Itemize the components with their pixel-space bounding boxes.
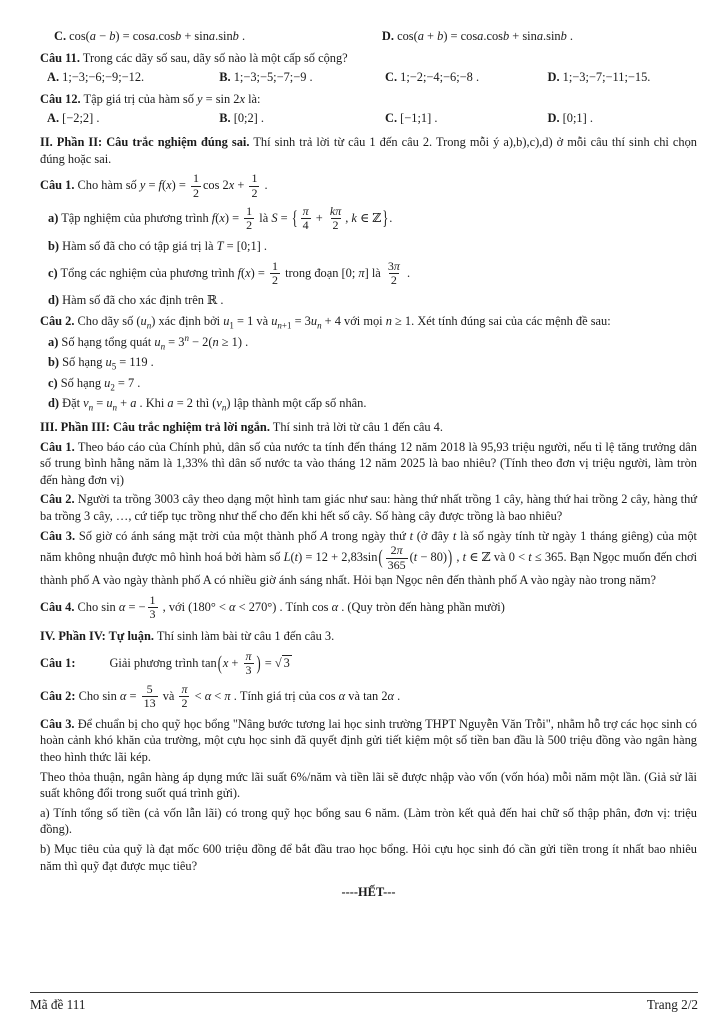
stretched-delimiter: ) — [256, 651, 261, 675]
math-run: cos α — [319, 688, 346, 703]
statement-item — [40, 238, 697, 255]
statement-item — [40, 354, 697, 371]
math-run: cos 2x + — [202, 177, 248, 192]
math-run: $(v_n)$ — [212, 396, 231, 413]
text-run: Số hạng — [57, 375, 105, 390]
text-run: . — [147, 355, 154, 370]
text-run: . Tính giá trị của — [230, 688, 320, 703]
text-run: . — [242, 334, 249, 349]
answer-option — [219, 110, 385, 127]
text-run: . Bạn Ngọc muốn đến chơi thành phố A vào ngày thành phố A có nhiều giờ ánh sáng nhất. Hỏi bạn Ngọc nên đến thành phố A vào ngày nào trong năm? — [40, 549, 698, 587]
fraction: $\frac{\pi}{3}$ — [245, 649, 252, 678]
stretched-delimiter: } — [382, 206, 389, 230]
fraction: $\frac{1}{3}$ — [149, 592, 156, 621]
text-run: . — [586, 111, 593, 126]
question — [40, 528, 697, 589]
fraction: $\frac{\pi}{2}$ — [181, 681, 188, 711]
text-run: Thí sinh trả lời từ câu 1 đến câu 4. — [269, 419, 443, 434]
math-run: T = [0;1] — [216, 238, 261, 253]
text-run: Tổng các nghiệm của phương trình — [57, 265, 238, 280]
text-run: b) Mục tiêu của quỹ là đạt mốc 600 triệu đồng để bắt đầu trao học bổng. Hỏi cựu học sinh đó cần gửi tiền trong ít nhất bao nhiêu năm thì quỹ đạt được mục tiêu? — [40, 841, 697, 873]
math-run: 1;−2;−4;−6;−8 — [397, 70, 473, 85]
question — [40, 716, 697, 766]
text-run: và — [253, 313, 272, 328]
math-run: [−2;2] — [59, 111, 94, 126]
text-run: là — [256, 210, 272, 225]
label-bold: IV. Phần IV: Tự luận. — [40, 629, 154, 644]
label-bold: Câu 2. — [40, 492, 75, 507]
text-run: và — [490, 549, 509, 564]
fraction: $\frac{k\pi}{2}$ — [329, 204, 342, 233]
part-header — [40, 134, 697, 167]
text-run: . Xét tính đúng sai của các mệnh đề sau: — [411, 313, 611, 328]
label-bold: D. — [547, 70, 560, 85]
text-run: là — [368, 265, 384, 280]
page-footer — [30, 992, 698, 1014]
fraction: $\frac{1}{2}$ — [192, 171, 199, 200]
paragraph — [40, 841, 697, 874]
text-run: lập thành một cấp số nhân. — [230, 396, 367, 411]
fraction: $\frac{\pi}{4}$ — [302, 204, 309, 233]
fraction: $\frac{3\pi}{2}$ — [387, 258, 400, 287]
label-bold: b) — [48, 355, 60, 370]
question — [40, 594, 697, 622]
text-run: . — [389, 210, 393, 225]
math-run: L(t) = 12 + 2,83sin — [283, 549, 378, 564]
fraction: $\frac{1}{2}$ — [271, 258, 278, 287]
label-bold: Câu 1. — [40, 439, 75, 454]
text-run: Thí sinh trả lời từ câu 1 đến câu 2. Trong mỗi ý a),b),c),d) ở mỗi câu thí sinh chỉ chọn đúng hoặc sai. — [40, 134, 697, 166]
text-run: và — [159, 688, 178, 703]
paragraph — [40, 805, 697, 838]
text-run: . Tính — [276, 599, 312, 614]
statement-item — [40, 292, 697, 309]
statement-item — [40, 260, 697, 288]
document-body — [40, 28, 697, 901]
label-bold: Câu 2. — [40, 313, 75, 328]
text-run: . Khi — [136, 396, 168, 411]
math-run: [0;2] — [230, 111, 258, 126]
part-header — [40, 628, 697, 645]
text-run: và — [345, 688, 364, 703]
math-run: n ≥ 1 — [385, 313, 412, 328]
math-run: tan 2α — [363, 688, 395, 703]
math-run: , k ∈ ℤ — [345, 210, 382, 225]
math-run: 1;−3;−5;−7;−9 — [230, 70, 307, 85]
math-run: x + — [222, 655, 242, 670]
math-run: A — [320, 528, 328, 543]
math-run: = — [261, 655, 275, 670]
math-run: $u_{n+1} = 3u_n + 4$ — [271, 313, 341, 331]
text-run: Cho hàm số — [74, 177, 140, 192]
text-run: Theo báo cáo của Chính phủ, dân số của nước ta tính đến tháng 12 năm 2018 là 95,93 triệu người, nếu tỉ lệ tăng trưởng dân số trung bình hằng năm là 1,33% thì dân số nước ta vào tháng 12 năm 2025 là bao nhiêu? (Tính theo đơn vị triệu người, làm tròn đến hàng đơn vị) — [40, 439, 697, 487]
label-bold: Câu 2: — [40, 688, 76, 703]
exam-code: Mã đề 111 — [30, 997, 86, 1013]
label-bold: C. — [54, 29, 67, 43]
text-run: Theo thỏa thuận, ngân hàng áp dụng mức lãi suất 6%/năm và tiền lãi sẽ được nhập vào vốn (vốn hóa) mỗi năm một lần. (Giả sử lãi suất không đổi trong suốt quá trình gửi). — [40, 769, 697, 801]
text-run: . — [394, 688, 401, 703]
math-run: [0; π] — [341, 265, 369, 280]
text-run: . — [260, 238, 268, 253]
text-run: . — [257, 111, 265, 126]
text-run: Tập nghiệm của phương trình — [58, 210, 212, 225]
label-bold: Câu 4. — [40, 599, 75, 614]
math-run: (t − 80) — [409, 549, 448, 564]
text-run: Cho — [75, 688, 103, 703]
statement-item — [40, 334, 697, 351]
label-bold: III. Phần III: Câu trắc nghiệm trả lời ngắn. — [40, 419, 270, 434]
math-run: [−1;1] — [397, 111, 432, 126]
end-marker — [40, 884, 697, 901]
question — [40, 91, 697, 108]
math-run: y = sin 2x — [197, 91, 245, 106]
math-run: S = — [271, 210, 291, 225]
text-run: trong ngày thứ — [327, 528, 410, 543]
text-run: Cho dãy số — [74, 313, 137, 328]
label-bold: Câu 1: — [40, 655, 76, 670]
label-bold: II. Phần II: Câu trắc nghiệm đúng sai. — [40, 134, 250, 149]
text-run: , với — [159, 599, 189, 614]
answer-option — [54, 28, 382, 45]
math-run: f(x) = — [237, 265, 268, 280]
math-run: f(x) = — [211, 210, 243, 225]
label-bold: d) — [48, 396, 60, 411]
answer-option — [385, 110, 548, 127]
paragraph — [40, 769, 697, 802]
stretched-delimiter: ) — [448, 545, 453, 569]
label-bold: Câu 11. — [40, 50, 80, 65]
math-run: $u_n = 3^n - 2(n \ge 1)$ — [154, 332, 242, 352]
math-run: $(u_n)$ — [136, 313, 156, 331]
label-bold: A. — [47, 70, 60, 85]
text-run: Hàm số đã cho xác định trên — [59, 293, 207, 308]
text-run: Tập giá trị của hàm số — [80, 91, 198, 106]
text-run: (ở đây — [413, 528, 453, 543]
math-run: $u_2 = 7$ — [104, 375, 135, 393]
sqrt-radical: √ 3 — [274, 655, 290, 670]
math-run: sin α = — [102, 688, 140, 703]
label-bold: a) — [48, 334, 59, 349]
label-bold: Câu 3. — [40, 716, 75, 731]
label-bold: d) — [48, 293, 60, 308]
text-run: . — [93, 111, 100, 126]
answer-option — [385, 69, 548, 86]
math-run: y = f(x) = — [139, 177, 189, 192]
math-run: < α < π — [191, 688, 231, 703]
stretched-delimiter: ( — [378, 545, 383, 569]
text-run: . — [306, 70, 313, 85]
answer-option — [219, 69, 385, 86]
math-run: + — [312, 210, 326, 225]
page-number: Trang 2/2 — [646, 997, 698, 1013]
math-run: t — [409, 528, 414, 543]
question — [40, 439, 697, 489]
fraction: $\frac{2\pi}{365}$ — [387, 543, 406, 572]
fraction: $\frac{1}{2}$ — [246, 204, 253, 233]
statement-item — [40, 395, 697, 412]
text-run: là: — [244, 91, 261, 106]
label-bold: B. — [219, 70, 231, 85]
answer-option — [548, 110, 698, 127]
math-run: , t ∈ ℤ — [453, 549, 491, 564]
text-run: a) Tính tổng số tiền (cả vốn lẫn lãi) có trong quỹ học bổng sau 6 năm. (Làm tròn kết quả đến hai chữ số thập phân, đơn vị: triệu đồng). — [40, 805, 697, 837]
math-run: sin α = − — [101, 599, 146, 614]
text-run: . — [472, 70, 480, 85]
answer-row — [40, 28, 697, 45]
text-run: . — [134, 375, 141, 390]
statement-item — [40, 205, 697, 233]
answer-option — [382, 28, 697, 45]
answer-option — [47, 110, 219, 127]
label-bold: Câu 3. — [40, 528, 76, 543]
question — [40, 650, 697, 678]
math-run: ℝ — [207, 293, 218, 308]
label-bold: D. — [547, 111, 560, 126]
text-run: Số hạng tổng quát — [58, 334, 155, 349]
fraction: $\frac{1}{2}$ — [251, 171, 258, 200]
answer-row — [40, 110, 697, 127]
text-run: Số hạng — [59, 355, 106, 370]
text-run: Trong các dãy số sau, dãy số nào là một cấp số cộng? — [79, 50, 348, 65]
text-run: . — [403, 265, 411, 280]
text-run: Hàm số đã cho có tập giá trị là — [59, 238, 217, 253]
math-run: $v_n = u_n + a$ — [83, 396, 137, 413]
text-run: . — [431, 111, 438, 126]
label-bold: D. — [381, 29, 394, 43]
text-run: Để chuẩn bị cho quỹ học bổng "Nâng bước tương lai học sinh trường THPT Nguyễn Văn Trỗi", nhằm hỗ trợ các học sinh có hoàn cảnh khó khăn của trường, một cựu học sinh đã quyết định gửi tiết kiệm một số tiền ban đầu là 500 triệu đồng vào ngân hàng theo hình thức lãi kép. — [40, 716, 697, 764]
text-run: . — [238, 29, 246, 43]
answer-option — [47, 69, 219, 86]
math-run: a = 2 — [167, 396, 193, 411]
label-bold: ----HẾT--- — [341, 885, 396, 900]
text-run: . — [217, 293, 224, 308]
text-run: Đặt — [59, 396, 84, 411]
text-run: Số giờ có ánh sáng mặt trời của một thành phố — [75, 528, 321, 543]
label-bold: Câu 12. — [40, 91, 81, 106]
statement-item — [40, 375, 697, 392]
label-bold: A. — [47, 111, 60, 126]
text-run: Người ta trồng 3003 cây theo dạng một hình tam giác như sau: hàng thứ nhất trồng 1 cây, hàng thứ hai trồng 2 cây, hàng thứ ba trồng 3 cây, …, cứ tiếp tục trồng như thế cho đến khi hết số cây. Số hàng cây được trồng là bao nhiêu? — [40, 492, 697, 523]
label-bold: Câu 1. — [40, 177, 75, 192]
math-run: t — [452, 528, 457, 543]
math-run: cos(a − b) = cosa.cosb + sina.sinb — [66, 29, 239, 43]
text-run: . — [566, 29, 573, 43]
math-run: cos α — [311, 599, 339, 614]
math-run: tan — [201, 655, 217, 670]
label-bold: C. — [385, 111, 398, 126]
text-run: . (Quy tròn đến hàng phần mười) — [338, 599, 505, 614]
question — [40, 491, 697, 524]
text-run: . — [261, 177, 268, 192]
answer-row — [40, 69, 697, 86]
fraction: $\frac{5}{13}$ — [143, 681, 156, 711]
text-run: thì — [192, 396, 213, 411]
label-bold: C. — [385, 70, 398, 85]
text-run: trong đoạn — [281, 265, 342, 280]
text-run: là số ngày tính từ ngày 1 tháng giêng) của một năm không nhuận được mô hình hoá bởi hàm số — [40, 528, 697, 564]
question — [40, 313, 697, 330]
label-bold: B. — [219, 111, 231, 126]
label-bold: b) — [48, 238, 60, 253]
math-run: 0 < t ≤ 365 — [508, 549, 564, 564]
text-run: với mọi — [340, 313, 386, 328]
label-bold: c) — [48, 265, 58, 280]
question — [40, 50, 697, 67]
math-run: 1;−3;−7;−11;−15. — [559, 70, 651, 85]
math-run: [0;1] — [559, 111, 587, 126]
text-run: xác định bởi — [155, 313, 224, 328]
question — [40, 172, 697, 200]
text-run: Thí sinh làm bài từ câu 1 đến câu 3. — [153, 629, 335, 644]
text-run: Cho — [74, 599, 102, 614]
math-run: cos(a + b) = cosa.cosb + sina.sinb — [393, 29, 567, 43]
text-run: Giải phương trình — [109, 655, 202, 670]
stretched-delimiter: { — [291, 206, 298, 230]
stretched-delimiter: ( — [217, 651, 222, 675]
answer-option — [548, 69, 698, 86]
math-run: $u_5 = 119$ — [105, 355, 148, 372]
math-run: (180° < α < 270°) — [188, 599, 277, 614]
label-bold: a) — [48, 210, 59, 225]
part-header — [40, 419, 697, 436]
math-run: 1;−3;−6;−9;−12. — [59, 70, 145, 85]
math-run: $u_1 = 1$ — [223, 313, 254, 331]
question — [40, 683, 697, 711]
label-bold: c) — [48, 375, 58, 390]
